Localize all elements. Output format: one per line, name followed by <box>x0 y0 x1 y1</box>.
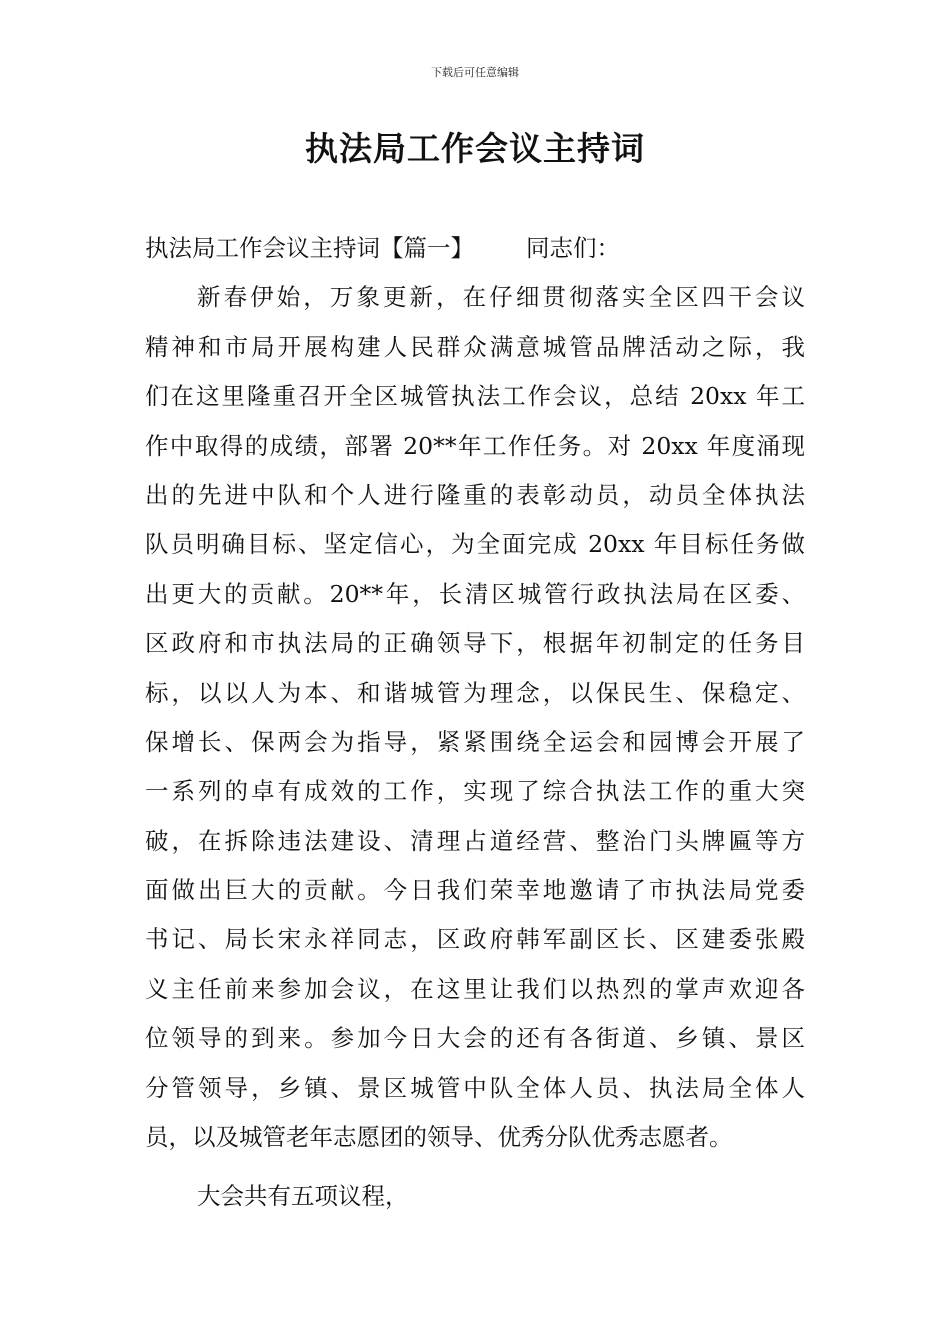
header-note: 下载后可任意编辑 <box>431 66 519 79</box>
intro-title-ref: 执法局工作会议主持词【篇一】 <box>145 234 474 262</box>
paragraph-1 <box>145 273 805 1162</box>
paragraph-line: 书记、局长宋永祥同志，区政府韩军副区长、区建委张殿 <box>145 925 805 954</box>
paragraph-2: 大会共有五项议程， <box>197 1182 409 1211</box>
paragraph-gap <box>145 1162 805 1172</box>
paragraph-line: 出更大的贡献。20**年，长清区城管行政执法局在区委、 <box>145 579 805 608</box>
paragraph-line: 们在这里隆重召开全区城管执法工作会议，总结 20xx 年工 <box>145 382 805 411</box>
document-title: 执法局工作会议主持词 <box>305 129 645 168</box>
paragraph-line: 员，以及城管老年志愿团的领导、优秀分队优秀志愿者。 <box>145 1123 733 1152</box>
paragraph-line: 面做出巨大的贡献。今日我们荣幸地邀请了市执法局党委 <box>145 876 805 905</box>
paragraph-line: 破，在拆除违法建设、清理占道经营、整治门头牌匾等方 <box>145 826 805 855</box>
paragraph-line: 区政府和市执法局的正确领导下，根据年初制定的任务目 <box>145 629 805 658</box>
paragraph-line: 一系列的卓有成效的工作，实现了综合执法工作的重大突 <box>145 777 805 806</box>
intro-greeting: 同志们： <box>526 234 620 262</box>
paragraph-line: 标，以以人为本、和谐城管为理念，以保民生、保稳定、 <box>145 678 805 707</box>
paragraph-line: 义主任前来参加会议，在这里让我们以热烈的掌声欢迎各 <box>145 974 805 1003</box>
paragraph-line: 作中取得的成绩，部署 20**年工作任务。对 20xx 年度涌现 <box>145 431 805 460</box>
paragraph-line: 保增长、保两会为指导，紧紧围绕全运会和园博会开展了 <box>145 727 805 756</box>
paragraph-line: 分管领导，乡镇、景区城管中队全体人员、执法局全体人 <box>145 1073 805 1102</box>
document-body <box>145 224 805 1222</box>
paragraph-line: 队员明确目标、坚定信心，为全面完成 20xx 年目标任务做 <box>145 530 805 559</box>
paragraph-line: 新春伊始，万象更新，在仔细贯彻落实全区四干会议 <box>197 283 805 312</box>
paragraph-line: 出的先进中队和个人进行隆重的表彰动员，动员全体执法 <box>145 480 805 509</box>
paragraph-line: 精神和市局开展构建人民群众满意城管品牌活动之际，我 <box>145 332 805 361</box>
paragraph-line: 位领导的到来。参加今日大会的还有各街道、乡镇、景区 <box>145 1024 805 1053</box>
intro-line <box>145 224 805 273</box>
